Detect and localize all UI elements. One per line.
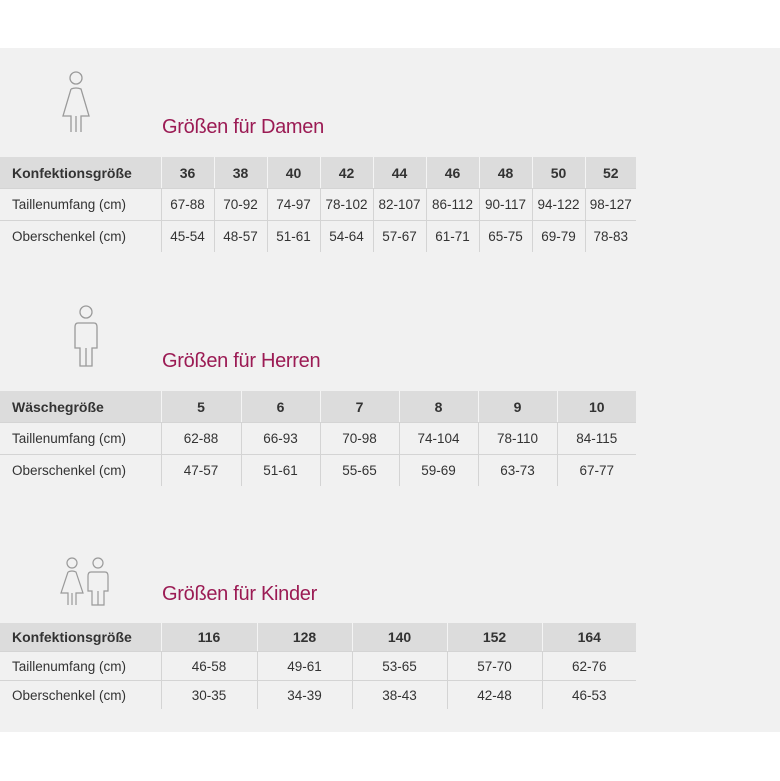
row-label: Taillenumfang (cm): [0, 189, 161, 221]
table-cell: 63-73: [478, 455, 557, 487]
table-row: [0, 455, 636, 487]
table-row: [0, 681, 636, 710]
table-cell: 78-102: [320, 189, 373, 221]
table-cell: 46-58: [161, 652, 257, 681]
table-cell: 86-112: [426, 189, 479, 221]
size-header: 6: [241, 391, 320, 423]
table-header-row: [0, 623, 636, 652]
size-header: 116: [161, 623, 257, 652]
size-header: 46: [426, 157, 479, 189]
table-cell: 78-110: [478, 423, 557, 455]
table-cell: 82-107: [373, 189, 426, 221]
size-header: 9: [478, 391, 557, 423]
size-header: 44: [373, 157, 426, 189]
size-header: 42: [320, 157, 373, 189]
table-cell: 62-76: [542, 652, 636, 681]
size-header: 152: [447, 623, 542, 652]
size-header: 5: [161, 391, 241, 423]
table-cell: 34-39: [257, 681, 352, 710]
table-cell: 78-83: [585, 221, 636, 253]
size-table-herren: [0, 391, 636, 486]
header-label: Konfektionsgröße: [0, 623, 161, 652]
row-label: Oberschenkel (cm): [12, 463, 127, 478]
table-cell: 59-69: [399, 455, 478, 487]
size-header: 164: [542, 623, 636, 652]
row-label: Taillenumfang (cm): [0, 423, 161, 455]
table-cell: 42-48: [447, 681, 542, 710]
table-cell: 51-61: [267, 221, 320, 253]
table-cell: 45-54: [161, 221, 214, 253]
table-row: [0, 423, 636, 455]
section-title: Größen für Damen: [162, 116, 324, 138]
size-header: 38: [214, 157, 267, 189]
size-header: 36: [161, 157, 214, 189]
table-cell: 84-115: [557, 423, 636, 455]
table-cell: 48-57: [214, 221, 267, 253]
size-table-kinder: [0, 623, 636, 709]
table-row: [0, 221, 636, 253]
woman-icon: [62, 70, 90, 136]
man-icon: [72, 304, 100, 370]
table-cell: 67-88: [161, 189, 214, 221]
table-cell: 51-61: [241, 455, 320, 487]
row-label: Oberschenkel (cm): [12, 687, 127, 703]
table-header-row: [0, 391, 636, 423]
table-cell: 57-70: [447, 652, 542, 681]
table-cell: 94-122: [532, 189, 585, 221]
table-cell: 47-57: [161, 455, 241, 487]
size-header: 7: [320, 391, 399, 423]
table-cell: 74-104: [399, 423, 478, 455]
table-cell: 90-117: [479, 189, 532, 221]
table-row: [0, 652, 636, 681]
table-cell: 38-43: [352, 681, 447, 710]
row-label: Oberschenkel (cm): [12, 229, 127, 244]
size-header: 10: [557, 391, 636, 423]
table-row: [0, 189, 636, 221]
table-cell: 55-65: [320, 455, 399, 487]
table-cell: 66-93: [241, 423, 320, 455]
section-title: Größen für Herren: [162, 350, 321, 372]
table-cell: 57-67: [373, 221, 426, 253]
table-cell: 53-65: [352, 652, 447, 681]
table-cell: 61-71: [426, 221, 479, 253]
header-label: Wäschegröße: [0, 391, 161, 423]
size-header: 128: [257, 623, 352, 652]
table-cell: 98-127: [585, 189, 636, 221]
size-header: 52: [585, 157, 636, 189]
table-cell: 54-64: [320, 221, 373, 253]
children-icon: [60, 556, 112, 608]
section-title: Größen für Kinder: [162, 583, 317, 605]
size-header: 40: [267, 157, 320, 189]
table-cell: 62-88: [161, 423, 241, 455]
table-cell: 46-53: [542, 681, 636, 710]
table-cell: 70-98: [320, 423, 399, 455]
size-header: 48: [479, 157, 532, 189]
table-cell: 67-77: [557, 455, 636, 487]
size-header: 8: [399, 391, 478, 423]
size-header: 140: [352, 623, 447, 652]
row-label: Taillenumfang (cm): [0, 652, 161, 681]
table-header-row: [0, 157, 636, 189]
table-cell: 74-97: [267, 189, 320, 221]
table-cell: 30-35: [161, 681, 257, 710]
table-cell: 70-92: [214, 189, 267, 221]
table-cell: 49-61: [257, 652, 352, 681]
table-cell: 65-75: [479, 221, 532, 253]
table-cell: 69-79: [532, 221, 585, 253]
header-label: Konfektionsgröße: [0, 157, 161, 189]
size-header: 50: [532, 157, 585, 189]
size-table-damen: [0, 157, 636, 252]
